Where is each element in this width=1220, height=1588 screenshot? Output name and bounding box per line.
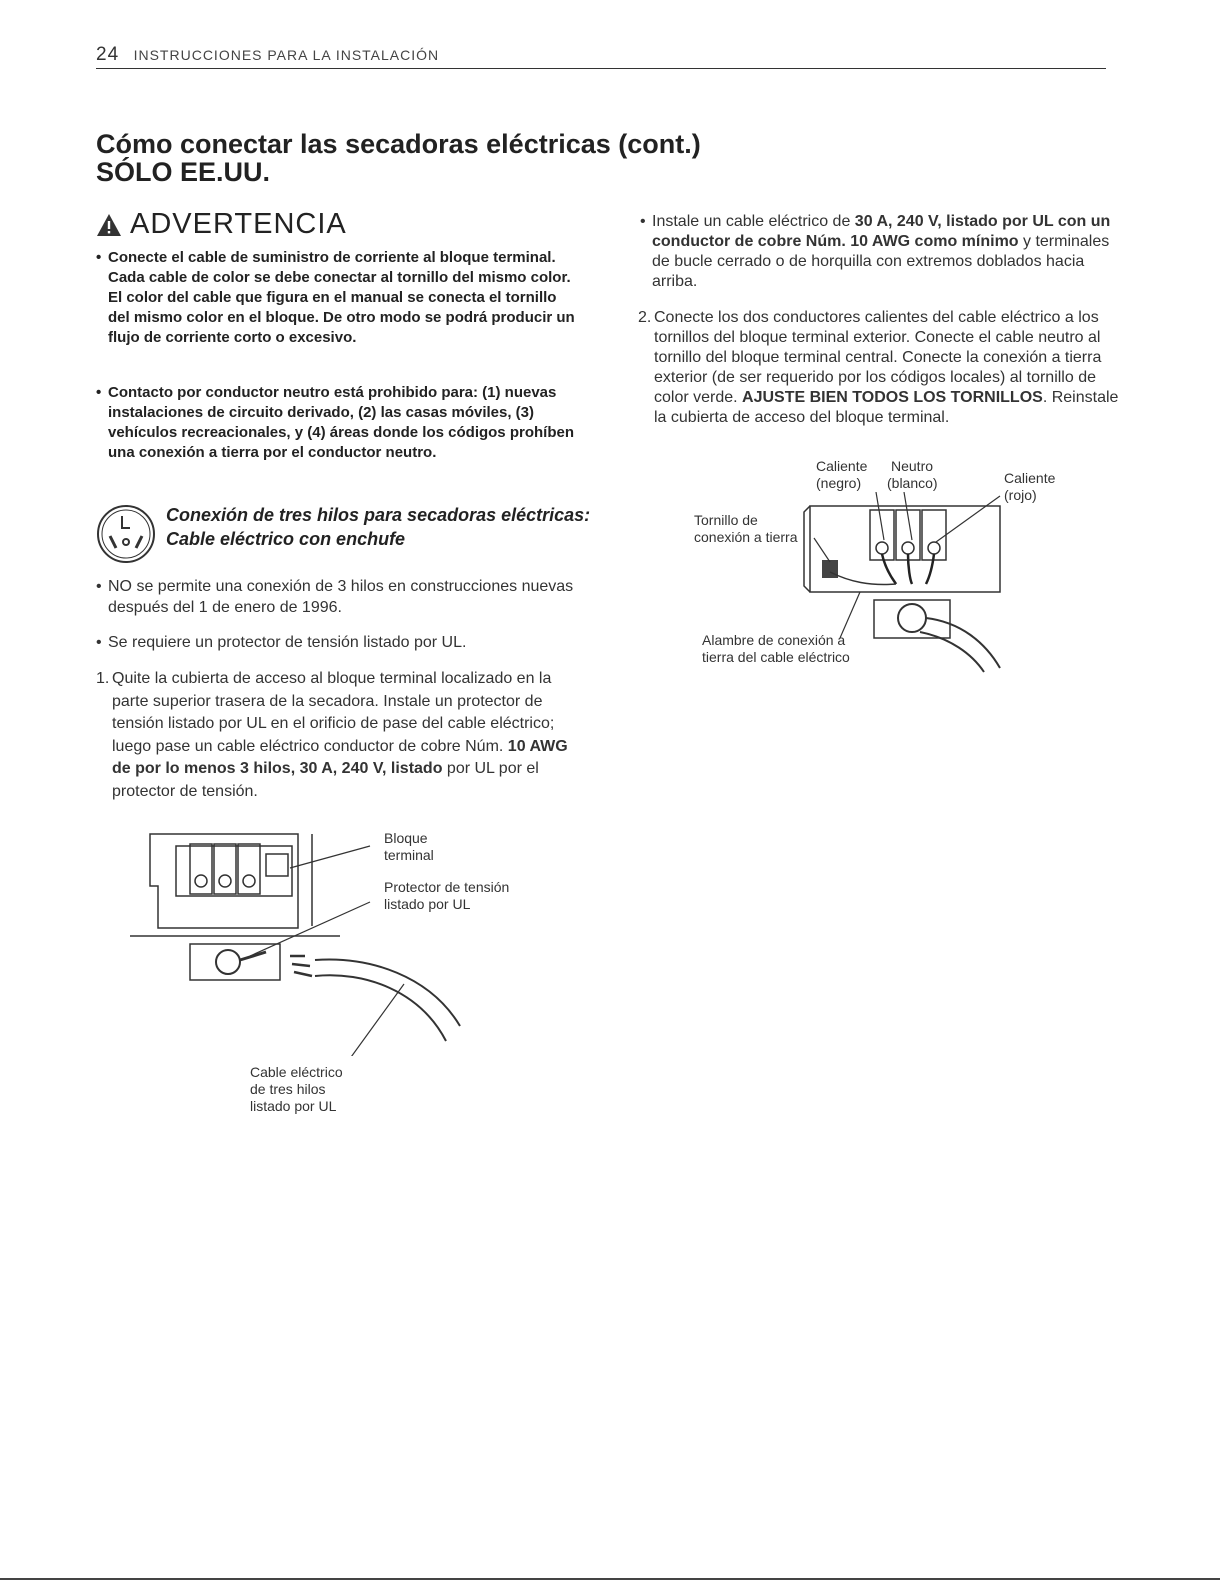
warning-bullet-2: • Contacto por conductor neutro está prohibido para: (1) nuevas instalaciones de circuito derivado, (2) las casas móviles, (3) vehículos recreacionales, y (4) áreas donde los códigos prohíben una conexión a tierra por el conductor neutro. <box>96 383 576 463</box>
label-hot-red: Caliente (rojo) <box>1004 470 1056 503</box>
warning-heading-text: ADVERTENCIA <box>130 208 347 240</box>
warning-bullet-1: • Conecte el cable de suministro de corriente al bloque terminal. Cada cable de color se debe conectar al tornillo del mismo color. El color del cable que figura en el manual se conecta el tornillo del mismo color en el bloque. De otro modo se podrá producir un flujo de corriente corto o excesivo. <box>96 249 575 346</box>
terminal-block-cord-illustration <box>130 826 490 1056</box>
label-strain-relief: Protector de tensión listado por UL <box>384 879 510 912</box>
list-item-new-construction: • NO se permite una conexión de 3 hilos en construcciones nuevas después del 1 de enero de 1996. <box>96 576 590 618</box>
warning-bullet-1-text: Conecte el cable de suministro de corriente al bloque terminal. Cada cable de color se debe conectar al tornillo del mismo color. El color del cable que figura en el manual se conecta el tornillo del mismo color en el bloque. De otro modo se podrá producir un flujo de corriente corto o excesivo. <box>108 249 575 346</box>
list-item-strain-relief: • Se requiere un protector de tensión listado por UL. <box>96 632 590 653</box>
section-title: INSTRUCCIONES PARA LA INSTALACIÓN <box>133 47 440 63</box>
label-ground-wire: Alambre de conexión a tierra del cable eléctrico <box>702 632 850 665</box>
three-prong-plug-icon <box>96 504 156 564</box>
warning-triangle-icon <box>96 213 122 237</box>
step-2: 2. Conecte los dos conductores calientes del cable eléctrico a los tornillos del bloque terminal exterior. Conecte el cable neutro al tornillo del bloque terminal central. Conecte la conexión a tierra exterior (de ser requerido por los códigos locales) al tornillo de color verde. AJUSTE BIEN TODOS LOS TORNILLOS. Reinstale la cubierta de acceso del bloque terminal. <box>638 309 1119 426</box>
list-item-cord-spec: • Instale un cable eléctrico de 30 A, 240 V, listado por UL con un conductor de cobre Núm. 10 AWG como mínimo y terminales de bucle cerrado o de horquilla con extremos doblados hacia arriba. <box>640 213 1111 290</box>
list-item-text: Se requiere un protector de tensión listado por UL. <box>108 634 467 651</box>
subsection-heading-line2: Cable eléctrico con enchufe <box>166 529 406 549</box>
warning-bullet-2-text: Contacto por conductor neutro está prohibido para: (1) nuevas instalaciones de circuito derivado, (2) las casas móviles, (3) vehículos recreacionales, y (4) áreas donde los códigos prohíben una conexión a tierra por el conductor neutro. <box>108 384 574 461</box>
page-title-line2: SÓLO EE.UU. <box>96 157 271 187</box>
bottom-rule <box>0 1578 1220 1580</box>
page-title-line1: Cómo conectar las secadoras eléctricas (cont.) <box>96 129 701 159</box>
page-title <box>96 130 701 186</box>
list-item-text: NO se permite una conexión de 3 hilos en construcciones nuevas después del 1 de enero de 1996. <box>108 578 574 616</box>
label-ground-screw: Tornillo de conexión a tierra <box>694 512 798 545</box>
label-terminal-block: Bloque terminal <box>384 830 434 863</box>
subsection-heading <box>166 503 590 551</box>
warning-heading <box>96 208 347 241</box>
page-header <box>96 44 1106 69</box>
step-number: 2. <box>638 309 652 326</box>
step-number: 1. <box>96 670 110 687</box>
label-neutral-white: Neutro (blanco) <box>887 458 938 491</box>
step-1: 1. Quite la cubierta de acceso al bloque terminal localizado en la parte superior trasera de la secadora. Instale un protector de tensión listado por UL en el orificio de pase del cable eléctrico; luego pase un cable eléctrico conductor de cobre Núm. 10 AWG de por lo menos 3 hilos, 30 A, 240 V, listado por UL por el protector de tensión. <box>96 670 568 800</box>
label-hot-black: Caliente (negro) <box>816 458 868 491</box>
label-power-cord: Cable eléctrico de tres hilos listado por UL <box>250 1064 343 1114</box>
subsection-heading-line1: Conexión de tres hilos para secadoras eléctricas: <box>166 505 591 525</box>
page-number: 24 <box>96 44 120 65</box>
